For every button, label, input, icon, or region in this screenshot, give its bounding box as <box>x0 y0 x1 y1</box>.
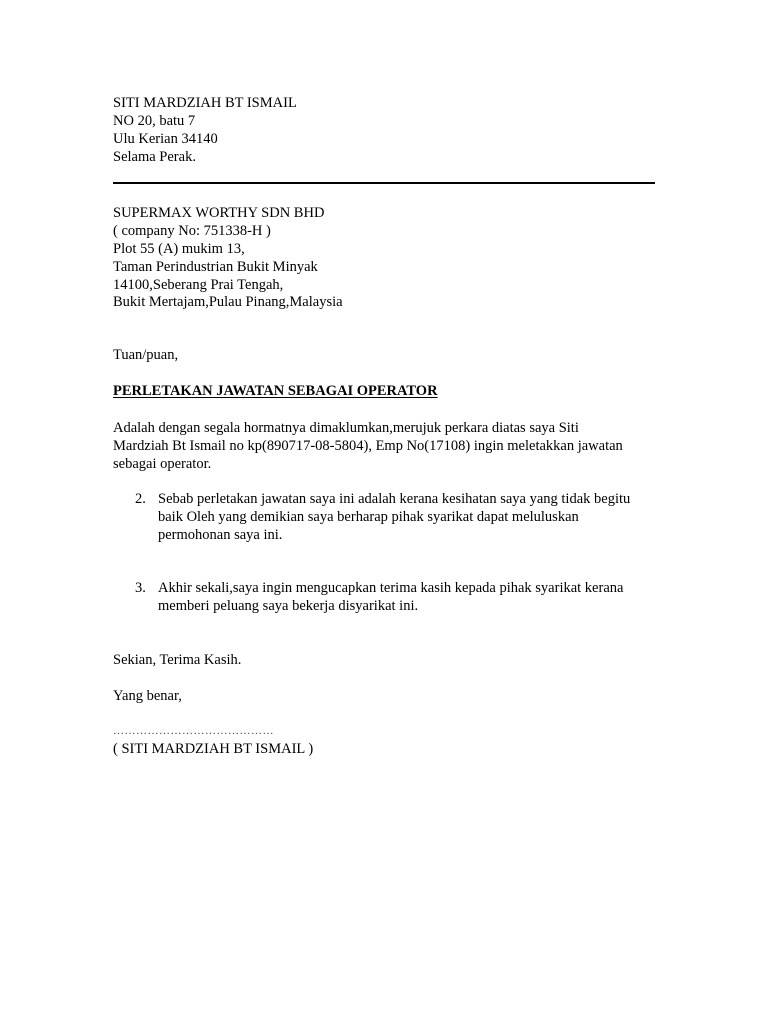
letter-subject: PERLETAKAN JAWATAN SEBAGAI OPERATOR <box>113 383 438 399</box>
signature-line: …………………………………… <box>113 725 274 737</box>
list-item-number: 2. <box>135 491 146 507</box>
intro-paragraph-line: sebagai operator. <box>113 456 212 472</box>
recipient-company-no: ( company No: 751338-H ) <box>113 223 271 239</box>
signature-name: ( SITI MARDZIAH BT ISMAIL ) <box>113 741 314 757</box>
sender-address-line: Ulu Kerian 34140 <box>113 131 218 147</box>
recipient-address-line: Bukit Mertajam,Pulau Pinang,Malaysia <box>113 294 343 310</box>
list-item-number: 3. <box>135 580 146 596</box>
salutation: Tuan/puan, <box>113 347 179 363</box>
list-item-line: Akhir sekali,saya ingin mengucapkan terima kasih kepada pihak syarikat kerana <box>158 580 624 596</box>
list-item-line: permohonan saya ini. <box>158 527 283 543</box>
recipient-address-line: Plot 55 (A) mukim 13, <box>113 241 245 257</box>
list-item-line: Sebab perletakan jawatan saya ini adalah kerana kesihatan saya yang tidak begitu <box>158 491 631 507</box>
sign-off: Yang benar, <box>113 688 182 704</box>
recipient-address-line: Taman Perindustrian Bukit Minyak <box>113 259 318 275</box>
closing-text: Sekian, Terima Kasih. <box>113 652 242 668</box>
recipient-address-line: 14100,Seberang Prai Tengah, <box>113 277 284 293</box>
list-item-line: memberi peluang saya bekerja disyarikat ini. <box>158 598 419 614</box>
intro-paragraph-line: Mardziah Bt Ismail no kp(890717-08-5804), Emp No(17108) ingin meletakkan jawatan <box>113 438 623 454</box>
recipient-company: SUPERMAX WORTHY SDN BHD <box>113 205 325 221</box>
intro-paragraph-line: Adalah dengan segala hormatnya dimaklumkan,merujuk perkara diatas saya Siti <box>113 420 579 436</box>
sender-address-line: Selama Perak. <box>113 149 196 165</box>
sender-name: SITI MARDZIAH BT ISMAIL <box>113 95 297 111</box>
sender-address-line: NO 20, batu 7 <box>113 113 196 129</box>
list-item-line: baik Oleh yang demikian saya berharap pihak syarikat dapat meluluskan <box>158 509 579 525</box>
header-divider <box>113 182 655 184</box>
